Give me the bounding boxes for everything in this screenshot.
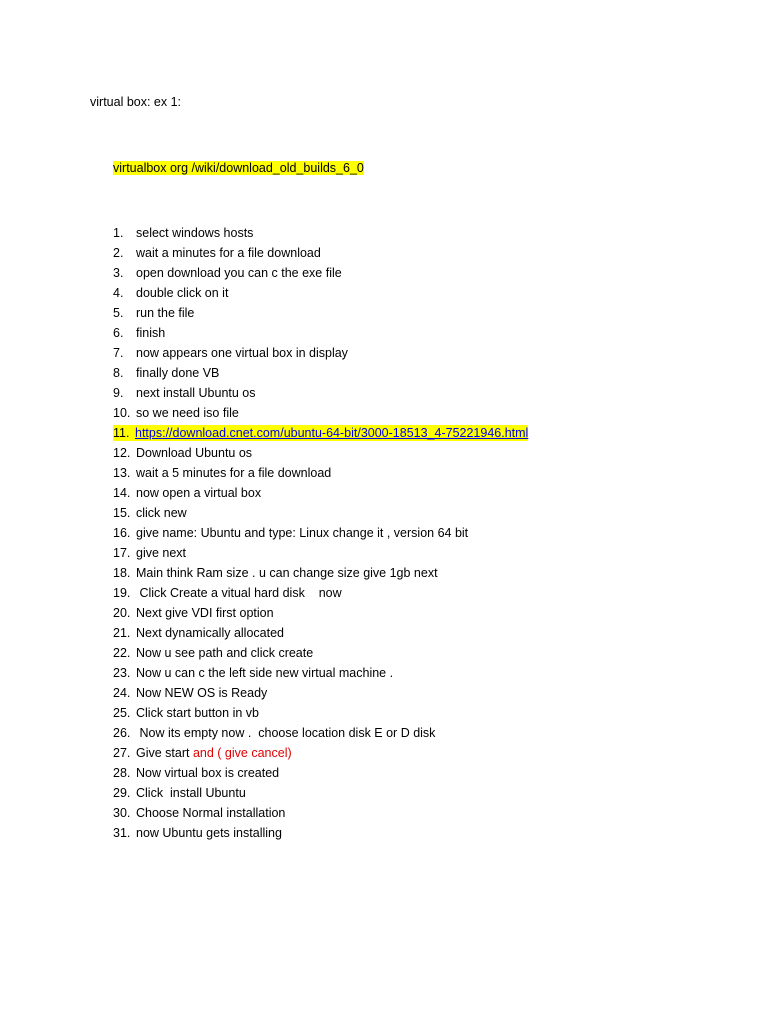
step-text: Next give VDI first option [136,606,274,620]
step-text: Click start button in vb [136,706,259,720]
step-number: 26. [113,726,131,740]
step-text: Now u see path and click create [136,646,314,660]
step-text: give next [136,546,187,560]
step-number: 4. [113,286,124,300]
step-number: 1. [113,226,124,240]
step-number: 27. [113,746,131,760]
step-text: now Ubuntu gets installing [136,826,282,840]
step-text: next install Ubuntu os [136,386,256,400]
step-text: give name: Ubuntu and type: Linux change it , version 64 bit [136,526,469,540]
step-number: 15. [113,506,131,520]
step-number: 31. [113,826,131,840]
step-text: run the file [136,306,195,320]
step-number: 14. [113,486,131,500]
step-number: 12. [113,446,131,460]
step-number: 5. [113,306,124,320]
step-link-wrapper [135,425,528,441]
step-number: 3. [113,266,124,280]
step-text: so we need iso file [136,406,239,420]
step-text: double click on it [136,286,229,300]
step-text: now appears one virtual box in display [136,346,348,360]
step-text: Now NEW OS is Ready [136,686,268,700]
step-text: now open a virtual box [136,486,262,500]
red-note-text: and ( give cancel) [192,746,292,760]
document-heading: virtual box: ex 1: [90,95,182,109]
step-text: Now virtual box is created [136,766,280,780]
virtualbox-download-reference [113,160,364,176]
step-number: 29. [113,786,131,800]
highlighted-reference-text: virtualbox org /wiki/download_old_builds_6_0 [113,161,364,175]
step-number: 30. [113,806,131,820]
ubuntu-download-link[interactable]: https://download.cnet.com/ubuntu-64-bit/3000-18513_4-75221946.html [135,426,529,440]
step-number: 8. [113,366,124,380]
step-text: Main think Ram size . u can change size give 1gb next [136,566,438,580]
step-number: 21. [113,626,131,640]
step-text: click new [136,506,187,520]
step-number: 22. [113,646,131,660]
step-text: Choose Normal installation [136,806,286,820]
step-number: 6. [113,326,124,340]
step-text: open download you can c the exe file [136,266,342,280]
step-text: Next dynamically allocated [136,626,284,640]
step-number: 17. [113,546,131,560]
step-text: finish [136,326,166,340]
step-number: 20. [113,606,131,620]
step-text: wait a 5 minutes for a file download [136,466,332,480]
step-number: 2. [113,246,124,260]
step-number: 9. [113,386,124,400]
step-number: 11. [113,425,137,441]
step-text: wait a minutes for a file download [136,246,321,260]
step-number: 18. [113,566,131,580]
step-number: 16. [113,526,131,540]
step-text-mixed [136,745,292,761]
step-number: 24. [113,686,131,700]
step-number: 23. [113,666,131,680]
step-number: 25. [113,706,131,720]
step-text: finally done VB [136,366,220,380]
step-text: Click Create a vitual hard disk now [136,586,342,600]
step-text: Click install Ubuntu [136,786,246,800]
step-text: Give start [136,746,193,760]
step-text: Now u can c the left side new virtual machine . [136,666,394,680]
step-number: 10. [113,406,131,420]
step-text: select windows hosts [136,226,254,240]
step-text: Now its empty now . choose location disk E or D disk [136,726,436,740]
step-number: 19. [113,586,131,600]
step-number: 7. [113,346,124,360]
step-number: 13. [113,466,131,480]
step-text: Download Ubuntu os [136,446,253,460]
step-number: 28. [113,766,131,780]
